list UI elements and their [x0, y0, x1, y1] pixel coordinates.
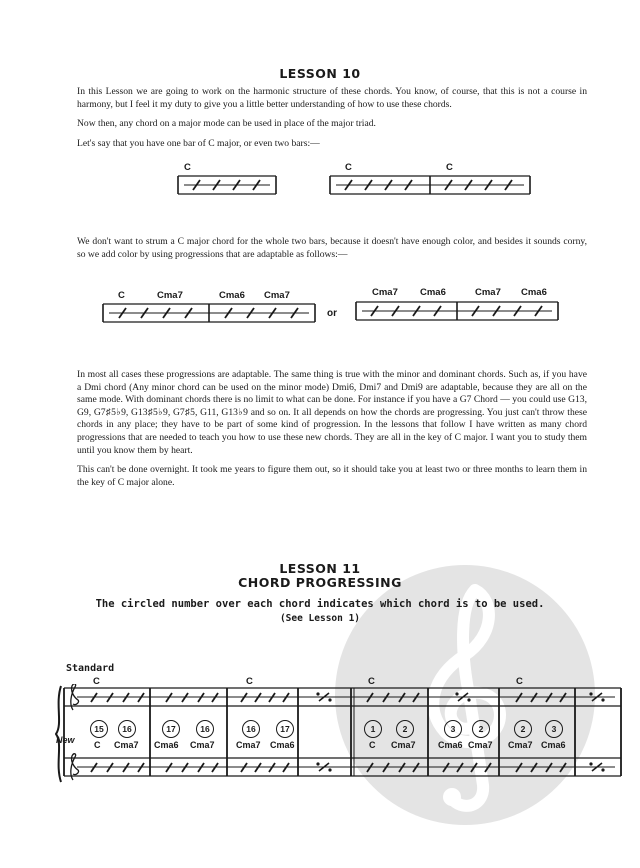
new-chord-label: C: [369, 740, 376, 750]
circled-number: 16: [196, 720, 214, 738]
lesson-11-instruction: The circled number over each chord indicates which chord is to be used.: [95, 598, 545, 610]
lesson-10-paragraph-2: [77, 236, 587, 268]
chord-label: C: [118, 290, 125, 301]
new-label: New: [56, 735, 75, 745]
new-chord-label: Cma7: [190, 740, 215, 750]
circled-number: 2: [396, 720, 414, 738]
circled-number: 16: [242, 720, 260, 738]
chord-label: Cma7: [264, 290, 290, 301]
chord-label: Cma7: [157, 290, 183, 301]
chord-label: Cma6: [521, 287, 547, 298]
lesson-10-intro: [77, 86, 587, 157]
slash-staff: [103, 302, 317, 324]
circled-number: 1: [364, 720, 382, 738]
new-chord-label: Cma7: [391, 740, 416, 750]
lesson-10-paragraph-3: [77, 369, 587, 496]
lesson-11-subtitle: CHORD PROGRESSING: [238, 575, 402, 590]
standard-label: Standard: [66, 663, 115, 674]
or-label: or: [327, 308, 337, 319]
slash-staff: [356, 300, 560, 322]
circled-number: 17: [162, 720, 180, 738]
lesson-10-title: LESSON 10: [279, 66, 361, 81]
standard-chord-label: C: [368, 676, 375, 687]
paragraph: Let's say that you have one bar of C major, or even two bars:—: [77, 137, 320, 149]
slash-staff: [178, 174, 278, 196]
chord-label: Cma7: [372, 287, 398, 298]
chord-label: C: [446, 162, 453, 173]
circled-number: 17: [276, 720, 294, 738]
standard-chord-label: C: [246, 676, 253, 687]
circled-number: 16: [118, 720, 136, 738]
chord-label: C: [345, 162, 352, 173]
paragraph: Now then, any chord on a major mode can be used in place of the major triad.: [77, 118, 376, 130]
new-chord-label: Cma7: [114, 740, 139, 750]
circled-number: 3: [545, 720, 563, 738]
paragraph: This can't be done overnight. It took me years to figure them out, so it should take you at least two or three months to learn them in the key of C major alone.: [77, 464, 587, 488]
see-lesson-note: (See Lesson 1): [279, 613, 361, 624]
new-chord-label: Cma6: [270, 740, 295, 750]
chord-label: Cma6: [219, 290, 245, 301]
chord-label: Cma6: [420, 287, 446, 298]
new-chord-label: Cma6: [154, 740, 179, 750]
new-chord-label: Cma6: [438, 740, 463, 750]
new-chord-label: C: [94, 740, 101, 750]
paragraph: We don't want to strum a C major chord for the whole two bars, because it doesn't have enough color, and besides it sounds corny, so we add color by using progressions that are adaptable as follows:—: [77, 236, 587, 260]
standard-chord-label: C: [93, 676, 100, 687]
chord-label: C: [184, 162, 191, 173]
circled-number: 2: [514, 720, 532, 738]
paragraph: In most all cases these progressions are adaptable. The same thing is true with the minor and dominant chords. Such as, if you have a Dmi chord (Any minor chord can be used on the minor mode) Dmi6, Dmi7 and Dmi9 are adaptable, because they are all on the same mode. With dominant chords there is no limit to what can be done. For instance if you have a G7 Chord — you could use G13, G9, G7♯5♭9, G13♯5♭9, G7♯5, G11, G13♭9 and so on. It all depends on how the chords are progressing. You just can't throw these chords in any place; they have to be part of some kind of progression. In the lessons that follow I have written as many chord progressions that are needed to teach you how to use these new chords. They are all in the key of C major. I want you to study them until you know them by heart.: [77, 369, 587, 456]
chord-label: Cma7: [475, 287, 501, 298]
new-chord-label: Cma7: [236, 740, 261, 750]
circled-number: 15: [90, 720, 108, 738]
new-chord-label: Cma6: [541, 740, 566, 750]
slash-staff: [330, 174, 532, 196]
paragraph: In this Lesson we are going to work on the harmonic structure of these chords. You know, of course, that this is not a course in harmony, but I feel it my duty to give you a little better understanding of how to use these chords.: [77, 86, 587, 110]
circled-number: 2: [472, 720, 490, 738]
new-chord-label: Cma7: [468, 740, 493, 750]
standard-chord-label: C: [516, 676, 523, 687]
new-chord-label: Cma7: [508, 740, 533, 750]
chord-progression-system: [55, 684, 625, 784]
circled-number: 3: [444, 720, 462, 738]
lesson-11-title: LESSON 11: [279, 561, 361, 576]
